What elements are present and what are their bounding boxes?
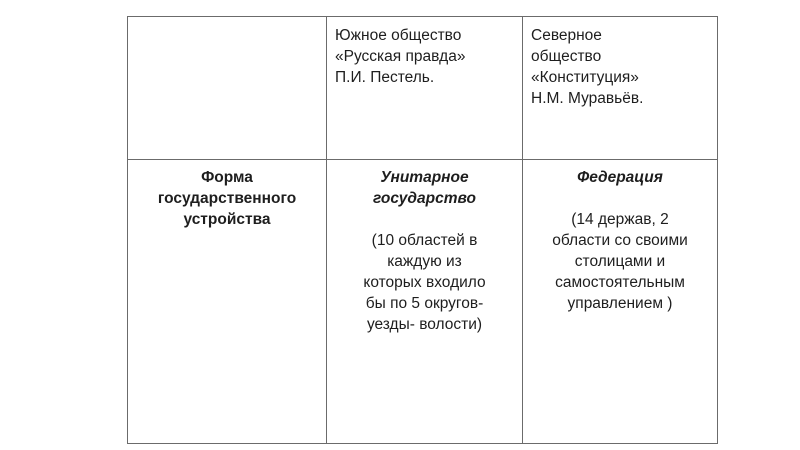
south-header-line-2: «Русская правда» — [335, 48, 466, 65]
north-detail-line-5: управлением ) — [567, 295, 673, 312]
south-detail-line-4: бы по 5 округов- — [365, 295, 484, 312]
north-title-line-1: Федерация — [577, 169, 663, 186]
south-title-line-2: государство — [373, 190, 476, 207]
north-detail-line-2: области со своими — [552, 232, 688, 249]
north-government-cell — [523, 160, 718, 444]
south-detail-line-5: уезды- волости) — [366, 316, 483, 333]
north-header-line-4: Н.М. Муравьёв. — [531, 90, 644, 107]
north-detail-line-4: самостоятельным — [555, 274, 685, 291]
north-header-line-1: Северное — [531, 27, 602, 44]
south-detail-line-3: которых входило — [363, 274, 486, 291]
north-detail-line-1: (14 держав, 2 — [571, 211, 669, 228]
row-label-cell — [128, 160, 327, 444]
south-header-line-3: П.И. Пестель. — [335, 69, 435, 86]
south-society-header — [327, 17, 523, 160]
south-government-cell — [327, 160, 523, 444]
header-row — [128, 17, 718, 160]
row-label-line-2: государственного — [157, 190, 297, 207]
north-society-header — [523, 17, 718, 160]
row-label-line-3: устройства — [183, 211, 271, 228]
north-header-line-2: общество — [531, 48, 602, 65]
corner-cell — [128, 17, 327, 160]
south-detail-line-2: каждую из — [387, 253, 462, 270]
spacer — [529, 188, 711, 209]
row-label-line-1: Форма — [201, 169, 253, 186]
comparison-table — [127, 16, 718, 444]
north-detail-line-3: столицами и — [574, 253, 666, 270]
north-header-line-3: «Конституция» — [531, 69, 639, 86]
spacer — [333, 209, 516, 230]
south-header-line-1: Южное общество — [335, 27, 462, 44]
south-title-line-1: Унитарное — [380, 169, 469, 186]
government-form-row — [128, 160, 718, 444]
south-detail-line-1: (10 областей в — [371, 232, 478, 249]
